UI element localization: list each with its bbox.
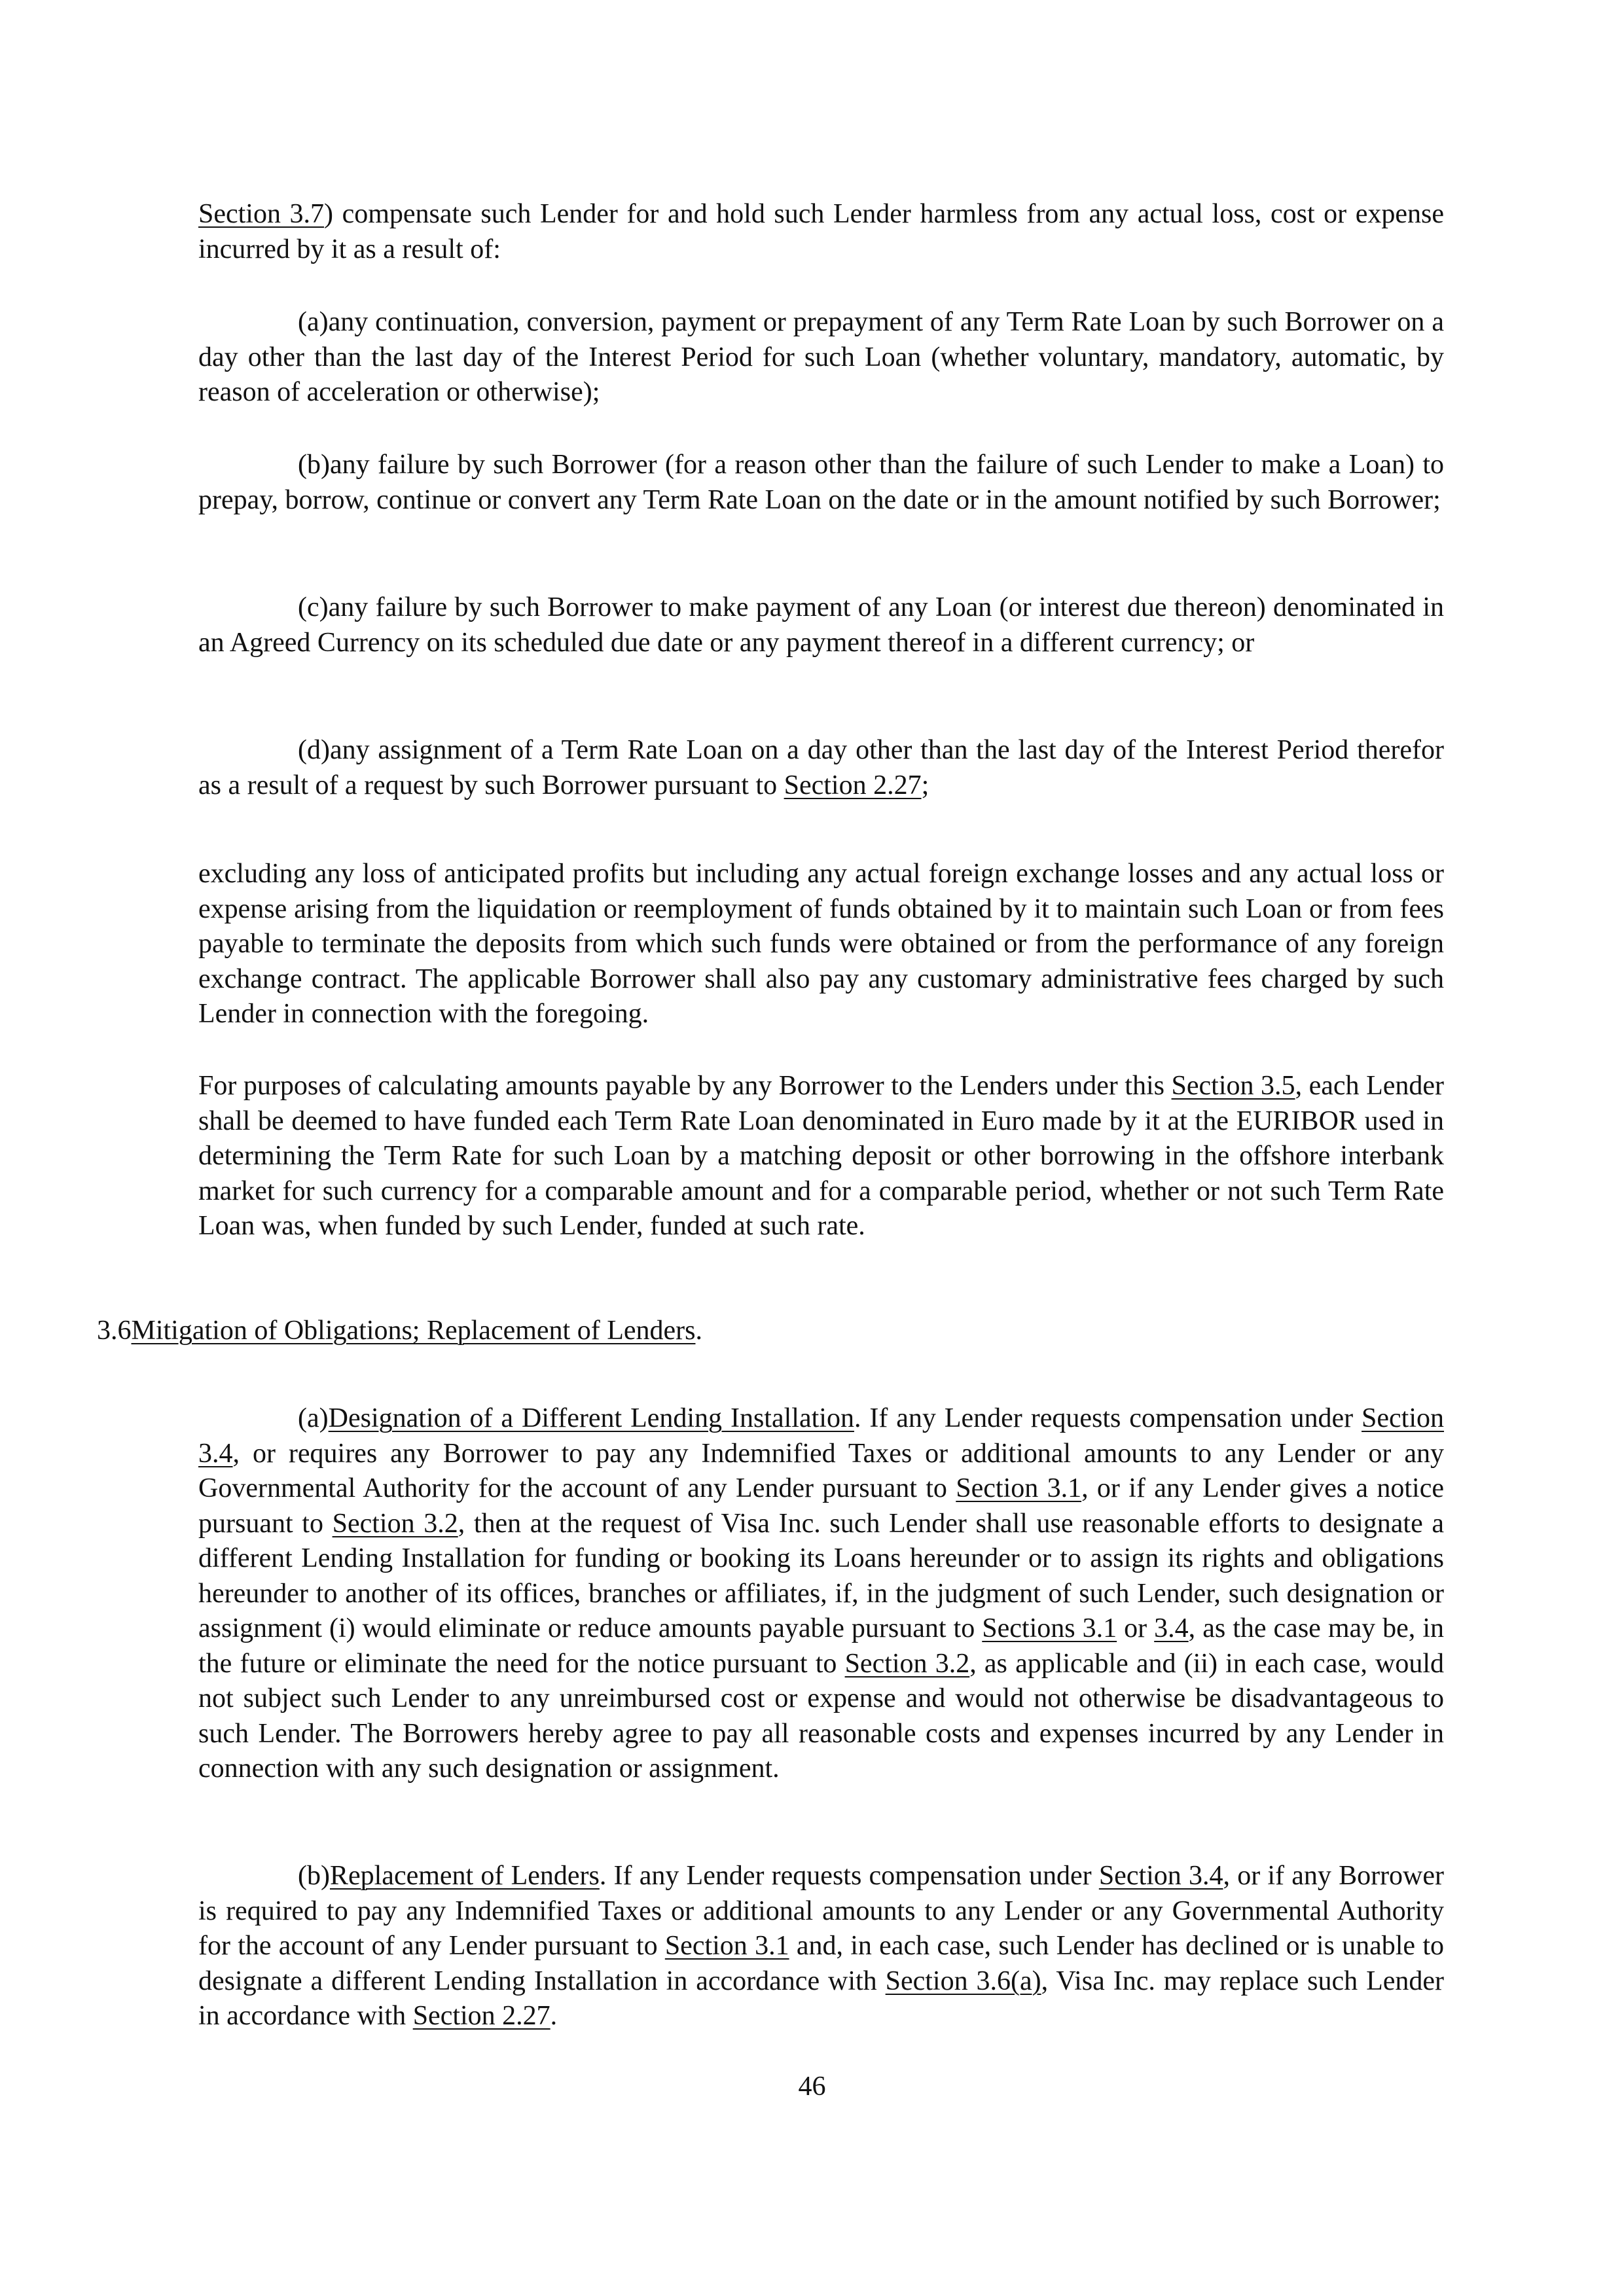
clause-d-paragraph: (d)any assignment of a Term Rate Loan on a day other than the last day of the Interest Period therefor as a result of a request by such Borrower pursuant to Section 2.27;: [198, 735, 1444, 800]
designation-title: Designation of a Different Lending Installation: [328, 1403, 854, 1433]
sections-3-1-link[interactable]: Sections 3.1: [982, 1613, 1117, 1643]
section-2-27-link-b[interactable]: Section 2.27: [412, 2001, 550, 2031]
intro-paragraph: Section 3.7) compensate such Lender for and hold such Lender harmless from any actual loss, cost or expense incurred by it as a result of:: [198, 199, 1444, 264]
section-3-1-link-b[interactable]: Section 3.1: [664, 1931, 789, 1961]
excluding-paragraph: excluding any loss of anticipated profits but including any actual foreign exchange losses and any actual loss or expense arising from the liquidation or reemployment of funds obtained by it to maintain such Loan or from fees payable to terminate the deposits from which such funds were obtained or from the performance of any foreign exchange contract. The applicable Borrower shall also pay any customary administrative fees charged by such Lender in connection with the foregoing.: [198, 859, 1444, 1029]
section-3-6-heading: 3.6Mitigation of Obligations; Replacement of Lenders.: [97, 1316, 702, 1346]
section-title: Mitigation of Obligations; Replacement of Lenders: [131, 1316, 696, 1346]
section-3-6-a-paragraph: (a)Designation of a Different Lending Installation. If any Lender requests compensation under Section 3.4, or requires any Borrower to pay any Indemnified Taxes or additional amounts to any Lender or any Governmental Authority for the account of any Lender pursuant to Section 3.1, or if any Lender gives a notice pursuant to Section 3.2, then at the request of Visa Inc. such Lender shall use reasonable efforts to designate a different Lending Installation for funding or booking its Loans hereunder or to assign its rights and obligations hereunder to another of its offices, branches or affiliates, if, in the judgment of such Lender, such designation or assignment (i) would eliminate or reduce amounts payable pursuant to Sections 3.1 or 3.4, as the case may be, in the future or eliminate the need for the notice pursuant to Section 3.2, as applicable and (ii) in each case, would not subject such Lender to any unreimbursed cost or expense and would not otherwise be disadvantageous to such Lender. The Borrowers hereby agree to pay all reasonable costs and expenses incurred by any Lender in connection with any such designation or assignment.: [198, 1403, 1445, 1784]
clause-a-paragraph: (a)any continuation, conversion, payment or prepayment of any Term Rate Loan by such Borrower on a day other than the last day of the Interest Period for such Loan (whether voluntary, mandatory, automatic, by reason of acceleration or otherwise);: [198, 307, 1444, 407]
page-number: 46: [798, 2072, 826, 2102]
purposes-paragraph: For purposes of calculating amounts payable by any Borrower to the Lenders under this Section 3.5, each Lender shall be deemed to have funded each Term Rate Loan denominated in Euro made by it at the EURIBOR used in determining the Term Rate for such Loan by a matching deposit or other borrowing in the offshore interbank market for such currency for a comparable amount and for a comparable period, whether or not such Term Rate Loan was, when funded by such Lender, funded at such rate.: [198, 1071, 1444, 1241]
section-number: 3.6: [97, 1316, 132, 1346]
section-3-2-link[interactable]: Section 3.2: [332, 1508, 458, 1539]
section-3-1-link[interactable]: Section 3.1: [956, 1473, 1082, 1503]
section-3-7-link[interactable]: Section 3.7: [198, 199, 325, 229]
section-3-4-link-b[interactable]: Section 3.4: [1098, 1861, 1223, 1891]
replacement-title: Replacement of Lenders: [329, 1861, 600, 1891]
section-3-4-short-link[interactable]: 3.4: [1154, 1613, 1189, 1643]
section-3-6-b-paragraph: (b)Replacement of Lenders. If any Lender requests compensation under Section 3.4, or if any Borrower is required to pay any Indemnified Taxes or additional amounts to any Lender or any Governmental Authority for the account of any Lender pursuant to Section 3.1 and, in each case, such Lender has declined or is unable to designate a different Lending Installation in accordance with Section 3.6(a), Visa Inc. may replace such Lender in accordance with Section 2.27.: [198, 1861, 1445, 2031]
section-3-2-link-2[interactable]: Section 3.2: [844, 1648, 970, 1679]
section-2-27-link[interactable]: Section 2.27: [784, 770, 922, 800]
clause-b-paragraph: (b)any failure by such Borrower (for a reason other than the failure of such Lender to make a Loan) to prepay, borrow, continue or convert any Term Rate Loan on the date or in the amount notified by such Borrower;: [198, 450, 1444, 515]
section-3-5-link[interactable]: Section 3.5: [1171, 1071, 1295, 1101]
section-3-4-link[interactable]: Section 3.4: [198, 1403, 1445, 1469]
section-3-6-a-link[interactable]: Section 3.6(a): [885, 1965, 1041, 1996]
clause-c-paragraph: (c)any failure by such Borrower to make payment of any Loan (or interest due thereon) denominated in an Agreed Currency on its scheduled due date or any payment thereof in a different currency; or: [198, 592, 1444, 658]
